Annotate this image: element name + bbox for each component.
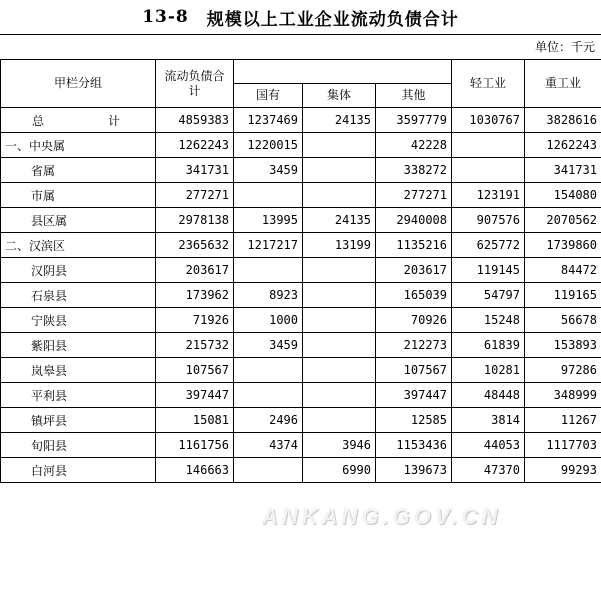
cell-heavy: 2070562 [525,208,601,233]
row-label: 汉阴县 [1,258,156,283]
cell-collective [303,158,376,183]
cell-total: 397447 [156,383,234,408]
cell-collective: 24135 [303,108,376,133]
liabilities-table [0,59,601,483]
cell-light: 907576 [452,208,525,233]
cell-heavy: 1117703 [525,433,601,458]
cell-heavy: 154080 [525,183,601,208]
cell-state: 1220015 [234,133,303,158]
table-row [1,358,601,383]
header-collective: 集体 [303,84,376,108]
cell-heavy: 348999 [525,383,601,408]
cell-other: 165039 [376,283,452,308]
cell-collective [303,383,376,408]
cell-state [234,183,303,208]
table-row [1,458,601,483]
cell-other: 277271 [376,183,452,208]
header-other: 其他 [376,84,452,108]
cell-total: 146663 [156,458,234,483]
cell-light: 1030767 [452,108,525,133]
cell-state [234,458,303,483]
cell-collective: 6990 [303,458,376,483]
table-row [1,208,601,233]
cell-heavy: 1262243 [525,133,601,158]
cell-other: 139673 [376,458,452,483]
cell-heavy: 56678 [525,308,601,333]
row-label: 一、中央属 [1,133,156,158]
cell-total: 71926 [156,308,234,333]
cell-state: 8923 [234,283,303,308]
cell-light: 48448 [452,383,525,408]
header-state-owned: 国有 [234,84,303,108]
cell-other: 397447 [376,383,452,408]
cell-collective [303,258,376,283]
site-watermark: ANKANG.GOV.CN [262,504,502,529]
cell-heavy: 119165 [525,283,601,308]
page-title [0,0,601,34]
cell-collective [303,133,376,158]
cell-light: 119145 [452,258,525,283]
cell-light: 54797 [452,283,525,308]
cell-collective [303,183,376,208]
table-row [1,383,601,408]
cell-total: 2978138 [156,208,234,233]
cell-collective: 24135 [303,208,376,233]
unit-label: 单位：千元 [534,40,595,54]
row-label: 紫阳县 [1,333,156,358]
cell-heavy: 1739860 [525,233,601,258]
cell-light: 10281 [452,358,525,383]
cell-collective: 13199 [303,233,376,258]
cell-other: 3597779 [376,108,452,133]
cell-other: 107567 [376,358,452,383]
cell-other: 203617 [376,258,452,283]
cell-light [452,158,525,183]
cell-heavy: 84472 [525,258,601,283]
header-category: 甲栏分组 [1,60,156,108]
cell-state: 1237469 [234,108,303,133]
table-row [1,108,601,133]
cell-heavy: 341731 [525,158,601,183]
cell-total: 203617 [156,258,234,283]
cell-other: 70926 [376,308,452,333]
header-heavy-industry: 重工业 [525,60,601,108]
table-row [1,333,601,358]
cell-state: 1000 [234,308,303,333]
row-label: 平利县 [1,383,156,408]
cell-collective [303,333,376,358]
cell-total: 341731 [156,158,234,183]
table-row [1,183,601,208]
header-light-industry: 轻工业 [452,60,525,108]
cell-state [234,383,303,408]
cell-other: 12585 [376,408,452,433]
row-label: 二、汉滨区 [1,233,156,258]
cell-total: 107567 [156,358,234,383]
cell-light: 44053 [452,433,525,458]
header-ownership-group [234,60,452,84]
row-label: 市属 [1,183,156,208]
row-label: 县区属 [1,208,156,233]
cell-state [234,258,303,283]
cell-other: 212273 [376,333,452,358]
cell-state: 2496 [234,408,303,433]
cell-light: 61839 [452,333,525,358]
row-label: 总 计 [1,108,156,133]
row-label: 石泉县 [1,283,156,308]
table-row [1,233,601,258]
cell-heavy: 153893 [525,333,601,358]
header-total: 流动负债合计 [156,60,234,108]
cell-state: 13995 [234,208,303,233]
table-row [1,258,601,283]
row-label: 镇坪县 [1,408,156,433]
cell-collective [303,283,376,308]
cell-light: 3814 [452,408,525,433]
table-number: 13-8 [142,7,189,27]
cell-total: 1262243 [156,133,234,158]
cell-state: 1217217 [234,233,303,258]
row-label: 白河县 [1,458,156,483]
cell-total: 277271 [156,183,234,208]
cell-total: 15081 [156,408,234,433]
title-divider [0,34,601,35]
cell-collective [303,408,376,433]
row-label: 岚皋县 [1,358,156,383]
cell-heavy: 3828616 [525,108,601,133]
row-label: 宁陕县 [1,308,156,333]
cell-collective [303,358,376,383]
cell-other: 2940008 [376,208,452,233]
table-row [1,308,601,333]
cell-total: 215732 [156,333,234,358]
cell-other: 42228 [376,133,452,158]
cell-light [452,133,525,158]
cell-light: 15248 [452,308,525,333]
cell-collective [303,308,376,333]
cell-total: 2365632 [156,233,234,258]
cell-light: 625772 [452,233,525,258]
row-label: 旬阳县 [1,433,156,458]
cell-heavy: 99293 [525,458,601,483]
table-title: 规模以上工业企业流动负债合计 [206,9,459,30]
cell-other: 1135216 [376,233,452,258]
cell-other: 338272 [376,158,452,183]
cell-total: 1161756 [156,433,234,458]
cell-light: 47370 [452,458,525,483]
table-row [1,433,601,458]
cell-heavy: 11267 [525,408,601,433]
table-row [1,408,601,433]
cell-state: 3459 [234,158,303,183]
cell-total: 4859383 [156,108,234,133]
cell-state: 3459 [234,333,303,358]
table-row [1,283,601,308]
table-row [1,158,601,183]
row-label: 省属 [1,158,156,183]
cell-total: 173962 [156,283,234,308]
cell-heavy: 97286 [525,358,601,383]
cell-other: 1153436 [376,433,452,458]
cell-collective: 3946 [303,433,376,458]
cell-state: 4374 [234,433,303,458]
cell-state [234,358,303,383]
cell-light: 123191 [452,183,525,208]
table-row [1,133,601,158]
